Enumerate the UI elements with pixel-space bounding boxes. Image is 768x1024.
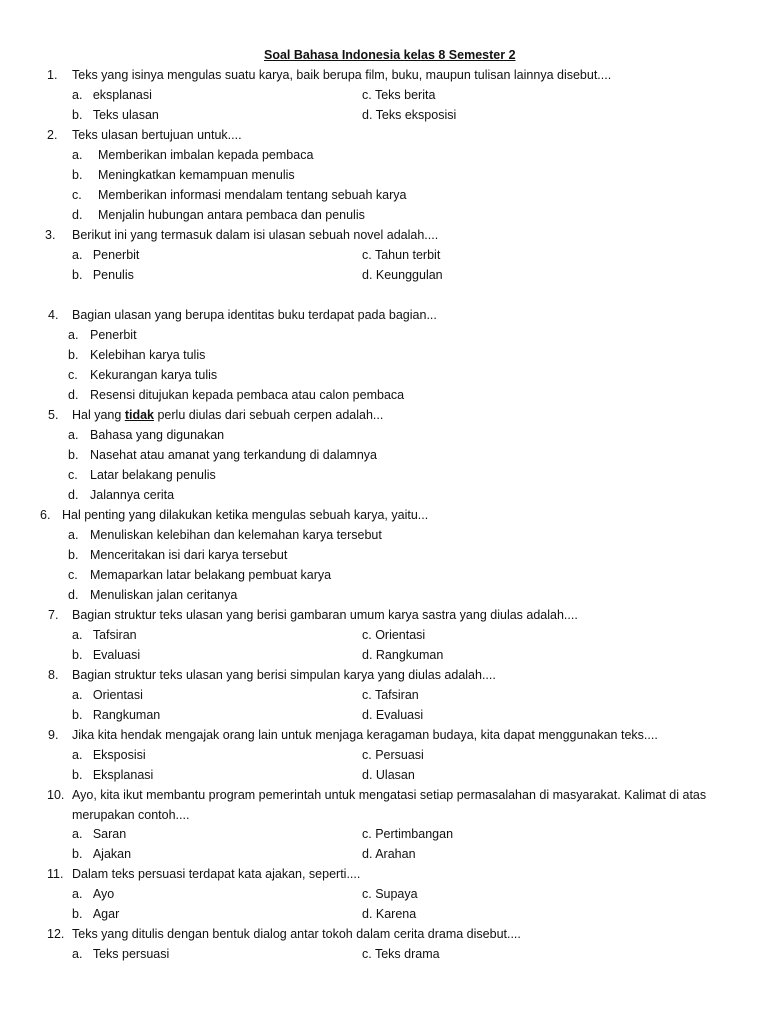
option-d: Resensi ditujukan kepada pembaca atau calon pembaca — [90, 388, 405, 402]
option-d: d. Karena — [362, 907, 417, 921]
option-a: a. Teks persuasi — [72, 947, 170, 961]
question-text: Hal penting yang dilakukan ketika mengulas sebuah karya, yaitu... — [62, 508, 429, 522]
option-d: d. Rangkuman — [362, 648, 444, 662]
question-text — [72, 407, 383, 423]
option-c: c. Teks berita — [362, 88, 436, 102]
option-a: Bahasa yang digunakan — [90, 428, 225, 442]
option-b: b. Teks ulasan — [72, 108, 159, 122]
option-c: Memberikan informasi mendalam tentang sebuah karya — [98, 188, 407, 202]
question-number: 10. — [47, 788, 65, 802]
question-text: Teks ulasan bertujuan untuk.... — [72, 128, 242, 142]
question-number: 7. — [48, 608, 59, 622]
option-c: c. Orientasi — [362, 628, 426, 642]
option-letter: a. — [68, 328, 79, 342]
option-d: Menjalin hubungan antara pembaca dan penulis — [98, 208, 365, 222]
question-number: 8. — [48, 668, 59, 682]
option-c: c. Supaya — [362, 887, 418, 901]
option-letter: a. — [68, 528, 79, 542]
option-c: c. Pertimbangan — [362, 827, 454, 841]
question-number: 12. — [47, 927, 65, 941]
option-c: c. Teks drama — [362, 947, 440, 961]
question-number: 5. — [48, 408, 59, 422]
option-b: b. Rangkuman — [72, 708, 161, 722]
option-b: Kelebihan karya tulis — [90, 348, 206, 362]
option-letter: a. — [68, 428, 79, 442]
page-title: Soal Bahasa Indonesia kelas 8 Semester 2 — [264, 48, 516, 62]
option-c: Memaparkan latar belakang pembuat karya — [90, 568, 332, 582]
question-number: 6. — [40, 508, 51, 522]
question-number: 4. — [48, 308, 59, 322]
question-text: Ayo, kita ikut membantu program pemerintah untuk mengatasi setiap permasalahan di masyarakat. Kalimat di atas — [72, 788, 707, 802]
option-d: Jalannya cerita — [90, 488, 175, 502]
option-a: a. Penerbit — [72, 248, 140, 262]
question-text: Teks yang isinya mengulas suatu karya, baik berupa film, buku, maupun tulisan lainnya disebut.... — [72, 68, 612, 82]
option-d: Menuliskan jalan ceritanya — [90, 588, 238, 602]
option-d: d. Ulasan — [362, 768, 415, 782]
question-text-pre: Hal yang — [72, 408, 125, 422]
option-letter: d. — [68, 388, 79, 402]
question-text: Bagian struktur teks ulasan yang berisi simpulan karya yang diulas adalah.... — [72, 668, 496, 682]
option-b: Meningkatkan kemampuan menulis — [98, 168, 295, 182]
option-letter: d. — [72, 208, 83, 222]
option-c: c. Persuasi — [362, 748, 424, 762]
option-c: c. Tafsiran — [362, 688, 419, 702]
question-text-cont: merupakan contoh.... — [72, 808, 190, 822]
option-letter: b. — [68, 548, 79, 562]
option-letter: d. — [68, 588, 79, 602]
question-number: 1. — [47, 68, 58, 82]
option-d: d. Evaluasi — [362, 708, 424, 722]
option-letter: c. — [68, 468, 78, 482]
option-letter: b. — [68, 448, 79, 462]
option-letter: c. — [68, 568, 78, 582]
question-text: Dalam teks persuasi terdapat kata ajakan, seperti.... — [72, 867, 361, 881]
option-letter: a. — [72, 148, 83, 162]
option-b: Menceritakan isi dari karya tersebut — [90, 548, 288, 562]
option-a: Memberikan imbalan kepada pembaca — [98, 148, 314, 162]
option-b: b. Eksplanasi — [72, 768, 154, 782]
option-letter: b. — [68, 348, 79, 362]
option-d: d. Arahan — [362, 847, 416, 861]
option-d: d. Keunggulan — [362, 268, 443, 282]
question-number: 2. — [47, 128, 58, 142]
option-a: a. Ayo — [72, 887, 115, 901]
question-text: Bagian struktur teks ulasan yang berisi gambaran umum karya sastra yang diulas adalah.... — [72, 608, 578, 622]
option-b: b. Penulis — [72, 268, 134, 282]
question-number: 11. — [47, 867, 64, 881]
option-a: a. Orientasi — [72, 688, 143, 702]
question-text-post: perlu diulas dari sebuah cerpen adalah... — [154, 408, 384, 422]
option-b: b. Agar — [72, 907, 120, 921]
option-letter: b. — [72, 168, 83, 182]
option-d: d. Teks eksposisi — [362, 108, 457, 122]
option-a: a. Saran — [72, 827, 127, 841]
option-c: Latar belakang penulis — [90, 468, 216, 482]
question-text: Jika kita hendak mengajak orang lain untuk menjaga keragaman budaya, kita dapat menggunakan teks.... — [72, 728, 658, 742]
option-b: b. Evaluasi — [72, 648, 141, 662]
option-a: a. eksplanasi — [72, 88, 152, 102]
question-text: Teks yang ditulis dengan bentuk dialog antar tokoh dalam cerita drama disebut.... — [72, 927, 521, 941]
option-c: c. Tahun terbit — [362, 248, 441, 262]
question-text: Bagian ulasan yang berupa identitas buku terdapat pada bagian... — [72, 308, 437, 322]
option-letter: d. — [68, 488, 79, 502]
option-a: Penerbit — [90, 328, 137, 342]
option-letter: c. — [68, 368, 78, 382]
option-a: Menuliskan kelebihan dan kelemahan karya tersebut — [90, 528, 382, 542]
emphasis-word: tidak — [124, 408, 154, 422]
question-number: 9. — [48, 728, 59, 742]
option-a: a. Eksposisi — [72, 748, 146, 762]
option-b: Nasehat atau amanat yang terkandung di dalamnya — [90, 448, 377, 462]
question-text: Berikut ini yang termasuk dalam isi ulasan sebuah novel adalah.... — [72, 228, 439, 242]
option-letter: c. — [72, 188, 82, 202]
option-b: b. Ajakan — [72, 847, 132, 861]
option-a: a. Tafsiran — [72, 628, 137, 642]
question-number: 3. — [45, 228, 56, 242]
option-c: Kekurangan karya tulis — [90, 368, 218, 382]
